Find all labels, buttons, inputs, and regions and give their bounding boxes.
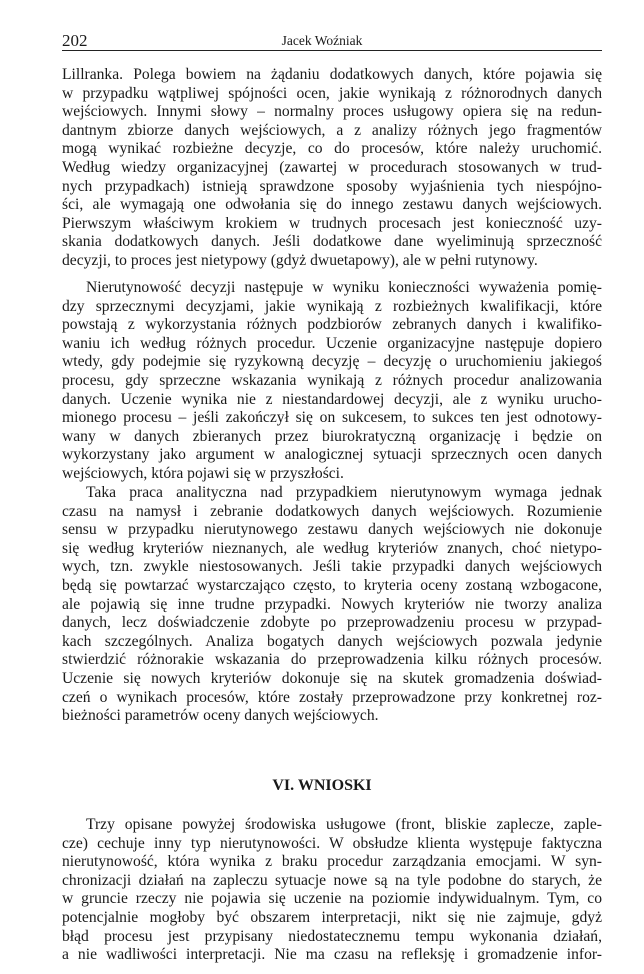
paragraph <box>62 484 602 726</box>
text-line: stwierdzić różnorakie wskazania do przeprowadzenia kilku różnych procesów. <box>62 651 602 669</box>
text-line: nych przypadkach) istnieją sprawdzone sposoby wyjaśnienia tych niespójno- <box>62 177 602 195</box>
text-line: czeń o wynikach procesów, które zostały przeprowadzone przy konkretnej roz- <box>62 688 602 706</box>
section-heading: VI. WNIOSKI <box>272 777 372 794</box>
text-line: decyzji, to proces jest nietypowy (gdyż dwuetapowy), ale w pełni rutynowy. <box>62 251 538 269</box>
text-line: sensu w przypadku nierutynowego zestawu danych wejściowych nie dokonuje <box>62 521 602 539</box>
text-line: dantnym zbiorze danych wejściowych, a z analizy różnych jego fragmentów <box>62 121 602 139</box>
text-line: waniu ich według różnych procedur. Uczenie organizacyjne następuje dopiero <box>62 334 602 352</box>
text-line: Pierwszym właściwym krokiem w trudnych procesach jest konieczność uzy- <box>62 214 602 232</box>
text-line: nierutynowość, która wynika z braku procedur zarządzania emocjami. W syn- <box>62 853 602 871</box>
text-line: wany w danych zbieranych przez biurokratyczną organizację i będzie on <box>62 427 602 445</box>
text-line: w gruncie rzeczy nie pojawia się uczenie na poziomie indywidualnym. Tym, co <box>62 890 602 908</box>
text-line: mionego procesu – jeśli zakończył się on sukcesem, to sukces ten jest odnotowy- <box>62 409 602 427</box>
text-line: Nierutynowość decyzji następuje w wyniku konieczności wyważenia pomię- <box>86 279 602 296</box>
text-line: Taka praca analityczna nad przypadkiem nierutynowym wymaga jednak <box>86 484 602 501</box>
paragraph <box>62 816 602 965</box>
text-line: czasu na namysł i zebranie dodatkowych danych wejściowych. Rozumienie <box>62 502 602 520</box>
text-line: wejściowych, która pojawi się w przyszłości. <box>62 464 344 482</box>
text-line: danych. Uczenie wynika nie z niestandardowej decyzji, ale z wyniku urucho- <box>62 390 602 408</box>
text-line: wykorzystany jako argument w analogicznej sytuacji sprzecznych ocen danych <box>62 446 602 464</box>
text-line: potencjalnie mogłoby być obszarem interpretacji, nikt się nie zajmuje, gdyż <box>62 908 602 926</box>
text-line: chronizacji działań na zapleczu sytuacje nowe są na tyle podobne do starych, że <box>62 871 602 889</box>
text-line: błąd procesu jest przypisany niedostatecznemu tempu wykonania działań, <box>62 927 602 945</box>
text-line: danych, lecz doświadczenie zdobyte po przeprowadzeniu procesu w przypad- <box>62 614 602 632</box>
running-header-author: Jacek Woźniak <box>281 33 363 48</box>
text-line: procesu, gdy sprzeczne wskazania wynikają z różnych procedur analizowania <box>62 371 602 389</box>
text-line: będą się powtarzać wystarczająco często, to kryteria oceny zostaną wzbogacone, <box>62 576 602 594</box>
paragraph <box>62 66 602 271</box>
text-line: mogą wynikać rozbieżne decyzje, co do procesów, które należy uruchomić. <box>62 140 602 158</box>
text-line: dzy sprzecznymi decyzjami, jakie wynikają z rozbieżnych kwalifikacji, które <box>62 297 602 315</box>
text-line: w przypadku wątpliwej spójności ocen, jakie wynikają z różnorodnych danych <box>62 84 602 102</box>
text-line: cze) cechuje inny typ nierutynowości. W obsłudze klienta występuje faktyczna <box>62 834 602 852</box>
text-line: Trzy opisane powyżej środowiska usługowe (front, bliskie zaplecze, zaple- <box>86 816 602 833</box>
text-line: Według wiedzy organizacyjnej (zawartej w procedurach stosowanych w trud- <box>62 158 602 176</box>
text-line: ale pojawią się inne trudne przypadki. Nowych kryteriów nie tworzy analiza <box>62 595 602 613</box>
page-number: 202 <box>62 31 88 50</box>
text-line: skania dodatkowych danych. Jeśli dodatkowe dane wyeliminują sprzeczność <box>62 233 602 251</box>
text-line: a nie wadliwości interpretacji. Nie ma czasu na refleksję i gromadzenie infor- <box>62 946 602 964</box>
header-rule <box>62 50 602 51</box>
text-line: wejściowych. Innymi słowy – normalny proces usługowy opiera się na redun- <box>62 103 602 121</box>
paragraph <box>62 279 602 484</box>
text-line: się według kryteriów nieznanych, ale według kryteriów znanych, choć nietypo- <box>62 539 602 557</box>
text-line: Lillranka. Polega bowiem na żądaniu dodatkowych danych, które pojawia się <box>62 66 602 83</box>
text-line: wych, tzn. zwykle niestosowanych. Jeśli takie przypadki danych wejściowych <box>62 558 602 576</box>
text-line: kach szczególnych. Analiza bogatych danych wejściowych pozwala jedynie <box>62 632 602 650</box>
text-line: wtedy, gdy podejmie się ryzykowną decyzję – decyzję o uruchomieniu jakiegoś <box>62 353 602 371</box>
text-line: powstają z wykorzystania różnych podzbiorów zebranych danych i kwalifiko- <box>62 316 602 334</box>
text-line: bieżności parametrów oceny danych wejściowych. <box>62 707 379 725</box>
text-line: Uczenie się nowych kryteriów dokonuje się na skutek gromadzenia doświad- <box>62 669 602 687</box>
text-line: ści, ale wymagają one odwołania się do innego zestawu danych wejściowych. <box>62 196 602 214</box>
